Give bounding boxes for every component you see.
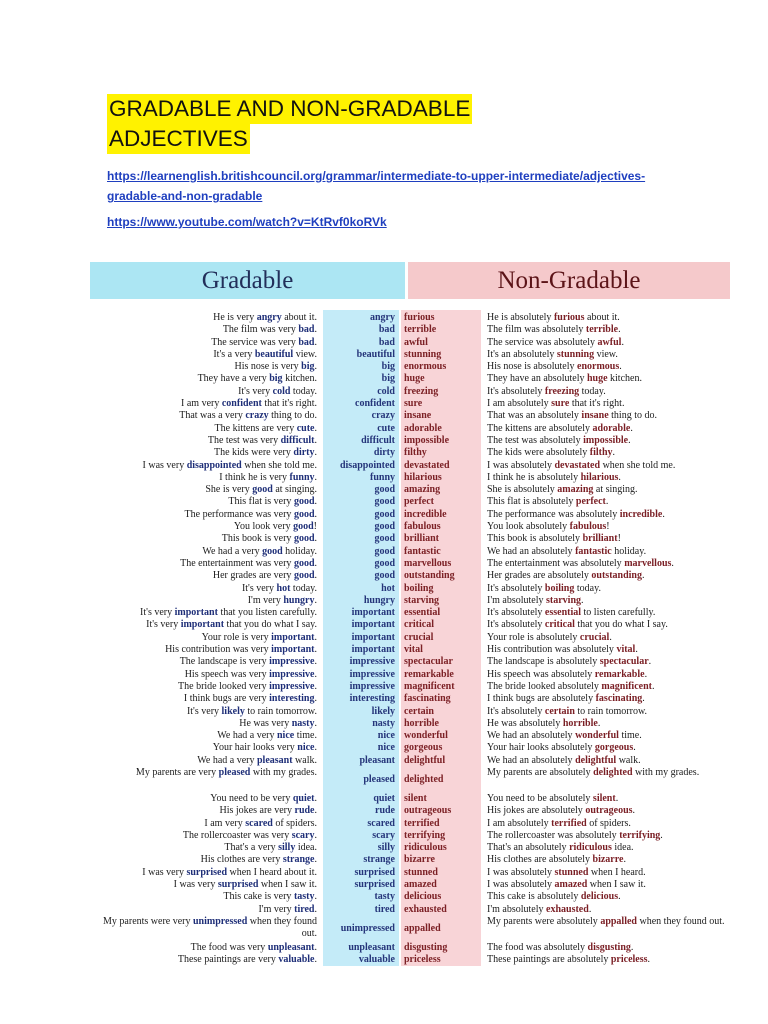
non-gradable-adjective: terrified <box>404 817 440 829</box>
gradable-sentence: My parents are very pleased with my grades. <box>135 766 317 778</box>
non-gradable-adjective: fantastic <box>404 545 441 557</box>
non-gradable-sentence: The test was absolutely impossible. <box>487 434 631 446</box>
table-row <box>0 337 768 349</box>
non-gradable-sentence: His speech was absolutely remarkable. <box>487 668 648 680</box>
non-gradable-adjective: magnificent <box>404 680 455 692</box>
table-row <box>0 681 768 693</box>
gradable-adjective: silly <box>377 842 395 854</box>
non-gradable-adjective: certain <box>404 705 434 717</box>
non-gradable-sentence: That's an absolutely ridiculous idea. <box>487 842 634 854</box>
gradable-adjective: rude <box>375 805 395 817</box>
gradable-adjective: impressive <box>349 656 395 668</box>
youtube-link[interactable]: https://www.youtube.com/watch?v=KtRvf0koRVk <box>107 215 387 229</box>
non-gradable-adjective: wonderful <box>404 730 448 742</box>
gradable-sentence: His clothes are very strange. <box>200 854 317 866</box>
non-gradable-adjective: furious <box>404 312 435 323</box>
table-row <box>0 570 768 582</box>
gradable-sentence: I am very scared of spiders. <box>204 817 317 829</box>
table-row <box>0 656 768 668</box>
non-gradable-adjective: fascinating <box>404 693 451 705</box>
gradable-sentence: I'm very hungry. <box>247 594 317 606</box>
gradable-sentence: The rollercoaster was very scary. <box>182 829 317 841</box>
gradable-adjective: good <box>374 557 395 569</box>
gradable-adjective: surprised <box>354 879 395 891</box>
gradable-adjective: good <box>374 521 395 533</box>
gradable-adjective: surprised <box>354 866 395 878</box>
table-row <box>0 805 768 817</box>
non-gradable-sentence: The kittens are absolutely adorable. <box>487 422 633 434</box>
non-gradable-sentence: I think he is absolutely hilarious. <box>487 471 621 483</box>
gradable-adjective: good <box>374 570 395 582</box>
gradable-sentence: The film was very bad. <box>222 324 317 336</box>
gradable-adjective: angry <box>370 312 395 323</box>
gradable-adjective: important <box>351 607 395 619</box>
non-gradable-adjective: sure <box>404 398 423 410</box>
gradable-sentence: I'm very tired. <box>258 903 317 915</box>
non-gradable-adjective: amazed <box>404 879 437 891</box>
title-line-2: ADJECTIVES <box>107 124 250 154</box>
non-gradable-adjective: devastated <box>404 459 450 471</box>
non-gradable-sentence: We had an absolutely delightful walk. <box>487 754 641 766</box>
table-row <box>0 842 768 854</box>
gradable-adjective: big <box>381 373 395 385</box>
gradable-sentence: He was very nasty. <box>239 717 317 729</box>
gradable-adjective: crazy <box>371 410 395 422</box>
non-gradable-sentence: You need to be absolutely silent. <box>487 792 619 804</box>
gradable-sentence: I was very disappointed when she told me. <box>142 459 317 471</box>
table-row <box>0 509 768 521</box>
gradable-sentence: This book is very good. <box>221 533 317 545</box>
non-gradable-sentence: The landscape is absolutely spectacular. <box>487 656 652 668</box>
non-gradable-sentence: I am absolutely sure that it's right. <box>487 398 625 410</box>
gradable-sentence: It's very important that you do what I say. <box>146 619 317 631</box>
non-gradable-adjective: fabulous <box>404 521 441 533</box>
non-gradable-adjective: freezing <box>404 385 439 397</box>
gradable-sentence: It's very hot today. <box>241 582 317 594</box>
table-row <box>0 644 768 656</box>
gradable-sentence: His speech was very impressive. <box>184 668 317 680</box>
non-gradable-adjective: adorable <box>404 422 442 434</box>
gradable-sentence: I think bugs are very interesting. <box>183 693 317 705</box>
gradable-adjective: confident <box>355 398 395 410</box>
non-gradable-sentence: The food was absolutely disgusting. <box>487 941 634 953</box>
gradable-sentence: It's very likely to rain tomorrow. <box>186 705 317 717</box>
non-gradable-adjective: delighted <box>404 773 444 785</box>
non-gradable-sentence: I'm absolutely exhausted. <box>487 903 592 915</box>
table-row <box>0 472 768 484</box>
non-gradable-adjective: incredible <box>404 508 447 520</box>
non-gradable-adjective: brilliant <box>404 533 440 545</box>
table-row <box>0 533 768 545</box>
gradable-sentence: The kittens are very cute. <box>214 422 317 434</box>
gradable-adjective: likely <box>371 705 395 717</box>
gradable-sentence: Your hair looks very nice. <box>212 742 317 754</box>
non-gradable-adjective: disgusting <box>404 941 448 953</box>
table-row <box>0 867 768 879</box>
gradable-adjective: quiet <box>373 792 395 804</box>
gradable-sentence: This cake is very tasty. <box>223 891 317 903</box>
non-gradable-adjective: exhausted <box>404 903 447 915</box>
gradable-sentence: We had a very nice time. <box>217 730 317 742</box>
table-row <box>0 349 768 361</box>
table-row <box>0 830 768 842</box>
non-gradable-adjective: outstanding <box>404 570 455 582</box>
table-row <box>0 742 768 754</box>
non-gradable-sentence: I am absolutely terrified of spiders. <box>487 817 631 829</box>
gradable-adjective: important <box>351 631 395 643</box>
table-row <box>0 521 768 533</box>
gradable-sentence: The landscape is very impressive. <box>179 656 317 668</box>
non-gradable-sentence: My parents are absolutely delighted with my grades. <box>487 766 700 778</box>
non-gradable-adjective: ridiculous <box>404 842 447 854</box>
non-gradable-adjective: horrible <box>404 717 439 729</box>
non-gradable-sentence: He is absolutely furious about it. <box>487 312 620 323</box>
table-row <box>0 410 768 422</box>
table-row <box>0 619 768 631</box>
table-row <box>0 595 768 607</box>
non-gradable-sentence: They have an absolutely huge kitchen. <box>487 373 642 385</box>
gradable-adjective: scary <box>372 829 395 841</box>
non-gradable-adjective: boiling <box>404 582 434 594</box>
non-gradable-sentence: These paintings are absolutely priceless. <box>487 954 651 966</box>
gradable-sentence: The test was very difficult. <box>207 434 317 446</box>
non-gradable-adjective: starving <box>404 594 439 606</box>
table-row <box>0 891 768 903</box>
non-gradable-sentence: I was absolutely stunned when I heard. <box>487 866 646 878</box>
gradable-adjective: nice <box>377 742 395 754</box>
gradable-sentence: The entertainment was very good. <box>180 557 317 569</box>
non-gradable-sentence: It's absolutely critical that you do what I say. <box>487 619 668 631</box>
gradable-sentence: I think he is very funny. <box>219 471 317 483</box>
gradable-sentence: That was a very crazy thing to do. <box>179 410 317 422</box>
gradable-adjective: good <box>374 533 395 545</box>
gradable-sentence: The performance was very good. <box>184 508 317 520</box>
gradable-adjective: pleasant <box>359 754 395 766</box>
gradable-adjective: scared <box>367 817 395 829</box>
table-row <box>0 767 768 793</box>
table-row <box>0 423 768 435</box>
table-row <box>0 693 768 705</box>
non-gradable-adjective: impossible <box>404 434 450 446</box>
non-gradable-sentence: The kids were absolutely filthy. <box>487 447 616 459</box>
gradable-adjective: big <box>381 361 395 373</box>
non-gradable-adjective: bizarre <box>404 854 435 866</box>
table-row <box>0 954 768 966</box>
gradable-adjective: cold <box>377 385 395 397</box>
non-gradable-adjective: stunning <box>404 348 442 360</box>
table-row <box>0 312 768 324</box>
non-gradable-sentence: It's absolutely certain to rain tomorrow. <box>487 705 648 717</box>
gradable-sentence: His contribution was very important. <box>165 644 317 656</box>
british-council-link-line-2[interactable]: gradable-and-non-gradable <box>107 189 263 203</box>
non-gradable-sentence: This book is absolutely brilliant! <box>487 533 621 545</box>
table-row <box>0 484 768 496</box>
gradable-adjective: unpleasant <box>348 941 395 953</box>
table-row <box>0 447 768 459</box>
table-row <box>0 373 768 385</box>
non-gradable-adjective: remarkable <box>404 668 454 680</box>
non-gradable-sentence: It's absolutely boiling today. <box>487 582 601 594</box>
table-row <box>0 324 768 336</box>
gradable-sentence: His nose is very big. <box>234 361 317 373</box>
non-gradable-adjective: vital <box>404 644 423 656</box>
non-gradable-adjective: insane <box>404 410 432 422</box>
gradable-sentence: I am very confident that it's right. <box>181 398 317 410</box>
non-gradable-adjective: outrageous <box>404 805 452 817</box>
gradable-sentence: We had a very pleasant walk. <box>197 754 317 766</box>
table-row <box>0 730 768 742</box>
gradable-adjective: impressive <box>349 668 395 680</box>
gradable-adjective: good <box>374 545 395 557</box>
gradable-sentence: She is very good at singing. <box>205 484 317 496</box>
table-row <box>0 793 768 805</box>
non-gradable-sentence: It's an absolutely stunning view. <box>487 348 618 360</box>
table-row <box>0 904 768 916</box>
gradable-sentence: His jokes are very rude. <box>219 805 317 817</box>
gradable-adjective: funny <box>369 471 395 483</box>
gradable-sentence: I was very surprised when I heard about it. <box>142 866 317 878</box>
non-gradable-adjective: filthy <box>404 447 427 459</box>
table-row <box>0 546 768 558</box>
table-row <box>0 755 768 767</box>
table-row <box>0 583 768 595</box>
gradable-adjective: beautiful <box>356 348 395 360</box>
non-gradable-sentence: His jokes are absolutely outrageous. <box>487 805 636 817</box>
table-row <box>0 558 768 570</box>
non-gradable-sentence: Your hair looks absolutely gorgeous. <box>487 742 636 754</box>
non-gradable-adjective: gorgeous <box>404 742 443 754</box>
gradable-sentence: You look very good! <box>233 521 317 533</box>
non-gradable-adjective: delicious <box>404 891 442 903</box>
gradable-adjective: difficult <box>361 434 395 446</box>
table-row <box>0 818 768 830</box>
table-row <box>0 460 768 472</box>
non-gradable-sentence: The bride looked absolutely magnificent. <box>487 680 655 692</box>
gradable-adjective: tired <box>374 903 395 915</box>
non-gradable-sentence: We had an absolutely fantastic holiday. <box>487 545 647 557</box>
non-gradable-sentence: My parents were absolutely appalled when they found out. <box>487 915 725 927</box>
table-row <box>0 706 768 718</box>
non-gradable-sentence: He was absolutely horrible. <box>487 717 601 729</box>
gradable-sentence: That's a very silly idea. <box>224 842 317 854</box>
non-gradable-sentence: Your role is absolutely crucial. <box>487 631 612 643</box>
non-gradable-sentence: It's absolutely freezing today. <box>487 385 606 397</box>
gradable-adjective: strange <box>363 854 395 866</box>
gradable-adjective: nice <box>377 730 395 742</box>
non-gradable-sentence: The service was absolutely awful. <box>487 336 624 348</box>
gradable-adjective: hot <box>381 582 395 594</box>
non-gradable-sentence: She is absolutely amazing at singing. <box>487 484 638 496</box>
gradable-adjective: disappointed <box>339 459 395 471</box>
gradable-adjective: good <box>374 484 395 496</box>
non-gradable-sentence: The performance was absolutely incredible. <box>487 508 665 520</box>
gradable-sentence: It's a very beautiful view. <box>213 348 317 360</box>
gradable-adjective: important <box>351 619 395 631</box>
non-gradable-adjective: stunned <box>404 866 438 878</box>
non-gradable-sentence: I'm absolutely starving. <box>487 594 584 606</box>
non-gradable-sentence: Her grades are absolutely outstanding. <box>487 570 645 582</box>
gradable-sentence: My parents were very unimpressed when they found out. <box>103 915 317 940</box>
non-gradable-adjective: essential <box>404 607 441 619</box>
gradable-adjective: important <box>351 644 395 656</box>
non-gradable-adjective: marvellous <box>404 557 452 569</box>
table-row <box>0 916 768 942</box>
table-row <box>0 942 768 954</box>
non-gradable-sentence: I was absolutely amazed when I saw it. <box>487 879 646 891</box>
gradable-adjective: nasty <box>372 717 395 729</box>
non-gradable-sentence: It's absolutely essential to listen carefully. <box>487 607 656 619</box>
table-row <box>0 496 768 508</box>
table-row <box>0 607 768 619</box>
adjectives-table <box>0 312 768 967</box>
gradable-sentence: We had a very good holiday. <box>202 545 317 557</box>
non-gradable-sentence: His contribution was absolutely vital. <box>487 644 638 656</box>
non-gradable-adjective: delightful <box>404 754 446 766</box>
non-gradable-sentence: We had an absolutely wonderful time. <box>487 730 642 742</box>
non-gradable-adjective: huge <box>404 373 425 385</box>
table-row <box>0 854 768 866</box>
non-gradable-adjective: crucial <box>404 631 434 643</box>
table-row <box>0 398 768 410</box>
table-row <box>0 435 768 447</box>
table-row <box>0 669 768 681</box>
gradable-sentence: They have a very big kitchen. <box>197 373 317 385</box>
gradable-header: Gradable <box>90 262 405 299</box>
gradable-sentence: These paintings are very valuable. <box>177 954 317 966</box>
non-gradable-adjective: priceless <box>404 954 441 966</box>
gradable-sentence: Her grades are very good. <box>212 570 317 582</box>
gradable-adjective: interesting <box>349 693 395 705</box>
non-gradable-adjective: hilarious <box>404 471 442 483</box>
non-gradable-sentence: The film was absolutely terrible. <box>487 324 621 336</box>
table-row <box>0 386 768 398</box>
title-line-1: GRADABLE AND NON-GRADABLE <box>107 94 472 124</box>
table-row <box>0 718 768 730</box>
gradable-adjective: dirty <box>373 447 395 459</box>
british-council-link-line-1[interactable]: https://learnenglish.britishcouncil.org/grammar/intermediate-to-upper-intermediate/adjectives- <box>107 169 646 183</box>
document-title <box>107 94 472 154</box>
non-gradable-sentence: The rollercoaster was absolutely terrifying. <box>487 829 663 841</box>
gradable-sentence: The bride looked very impressive. <box>178 680 317 692</box>
non-gradable-adjective: terrifying <box>404 829 446 841</box>
table-row <box>0 879 768 891</box>
non-gradable-header: Non-Gradable <box>408 262 730 299</box>
gradable-sentence: The kids were very dirty. <box>213 447 317 459</box>
gradable-adjective: impressive <box>349 680 395 692</box>
gradable-adjective: bad <box>378 324 395 336</box>
gradable-sentence: He is very angry about it. <box>213 312 317 323</box>
gradable-sentence: This flat is very good. <box>228 496 317 508</box>
non-gradable-adjective: terrible <box>404 324 437 336</box>
gradable-sentence: Your role is very important. <box>201 631 317 643</box>
non-gradable-sentence: I was absolutely devastated when she told me. <box>487 459 676 471</box>
gradable-adjective: tasty <box>374 891 395 903</box>
gradable-adjective: cute <box>377 422 395 434</box>
non-gradable-sentence: His nose is absolutely enormous. <box>487 361 622 373</box>
gradable-sentence: The food was very unpleasant. <box>190 941 317 953</box>
gradable-adjective: valuable <box>358 954 395 966</box>
non-gradable-sentence: His clothes are absolutely bizarre. <box>487 854 626 866</box>
non-gradable-adjective: amazing <box>404 484 441 496</box>
non-gradable-adjective: critical <box>404 619 434 631</box>
gradable-adjective: good <box>374 496 395 508</box>
non-gradable-sentence: This flat is absolutely perfect. <box>487 496 609 508</box>
gradable-sentence: It's very important that you listen carefully. <box>140 607 317 619</box>
gradable-sentence: You need to be very quiet. <box>210 792 317 804</box>
non-gradable-sentence: That was an absolutely insane thing to do. <box>487 410 657 422</box>
gradable-adjective: hungry <box>363 594 395 606</box>
non-gradable-adjective: enormous <box>404 361 447 373</box>
non-gradable-sentence: I think bugs are absolutely fascinating. <box>487 693 645 705</box>
non-gradable-sentence: This cake is absolutely delicious. <box>487 891 621 903</box>
non-gradable-adjective: perfect <box>404 496 434 508</box>
non-gradable-adjective: silent <box>404 792 427 804</box>
non-gradable-adjective: awful <box>404 336 428 348</box>
non-gradable-adjective: appalled <box>404 922 441 934</box>
table-row <box>0 361 768 373</box>
gradable-sentence: It's very cold today. <box>238 385 317 397</box>
gradable-adjective: unimpressed <box>340 922 395 934</box>
gradable-adjective: bad <box>378 336 395 348</box>
gradable-adjective: pleased <box>363 773 395 785</box>
non-gradable-sentence: You look absolutely fabulous! <box>487 521 610 533</box>
gradable-sentence: I was very surprised when I saw it. <box>173 879 317 891</box>
gradable-sentence: The service was very bad. <box>211 336 317 348</box>
non-gradable-adjective: spectacular <box>404 656 453 668</box>
gradable-adjective: good <box>374 508 395 520</box>
table-row <box>0 632 768 644</box>
non-gradable-sentence: The entertainment was absolutely marvellous. <box>487 557 674 569</box>
